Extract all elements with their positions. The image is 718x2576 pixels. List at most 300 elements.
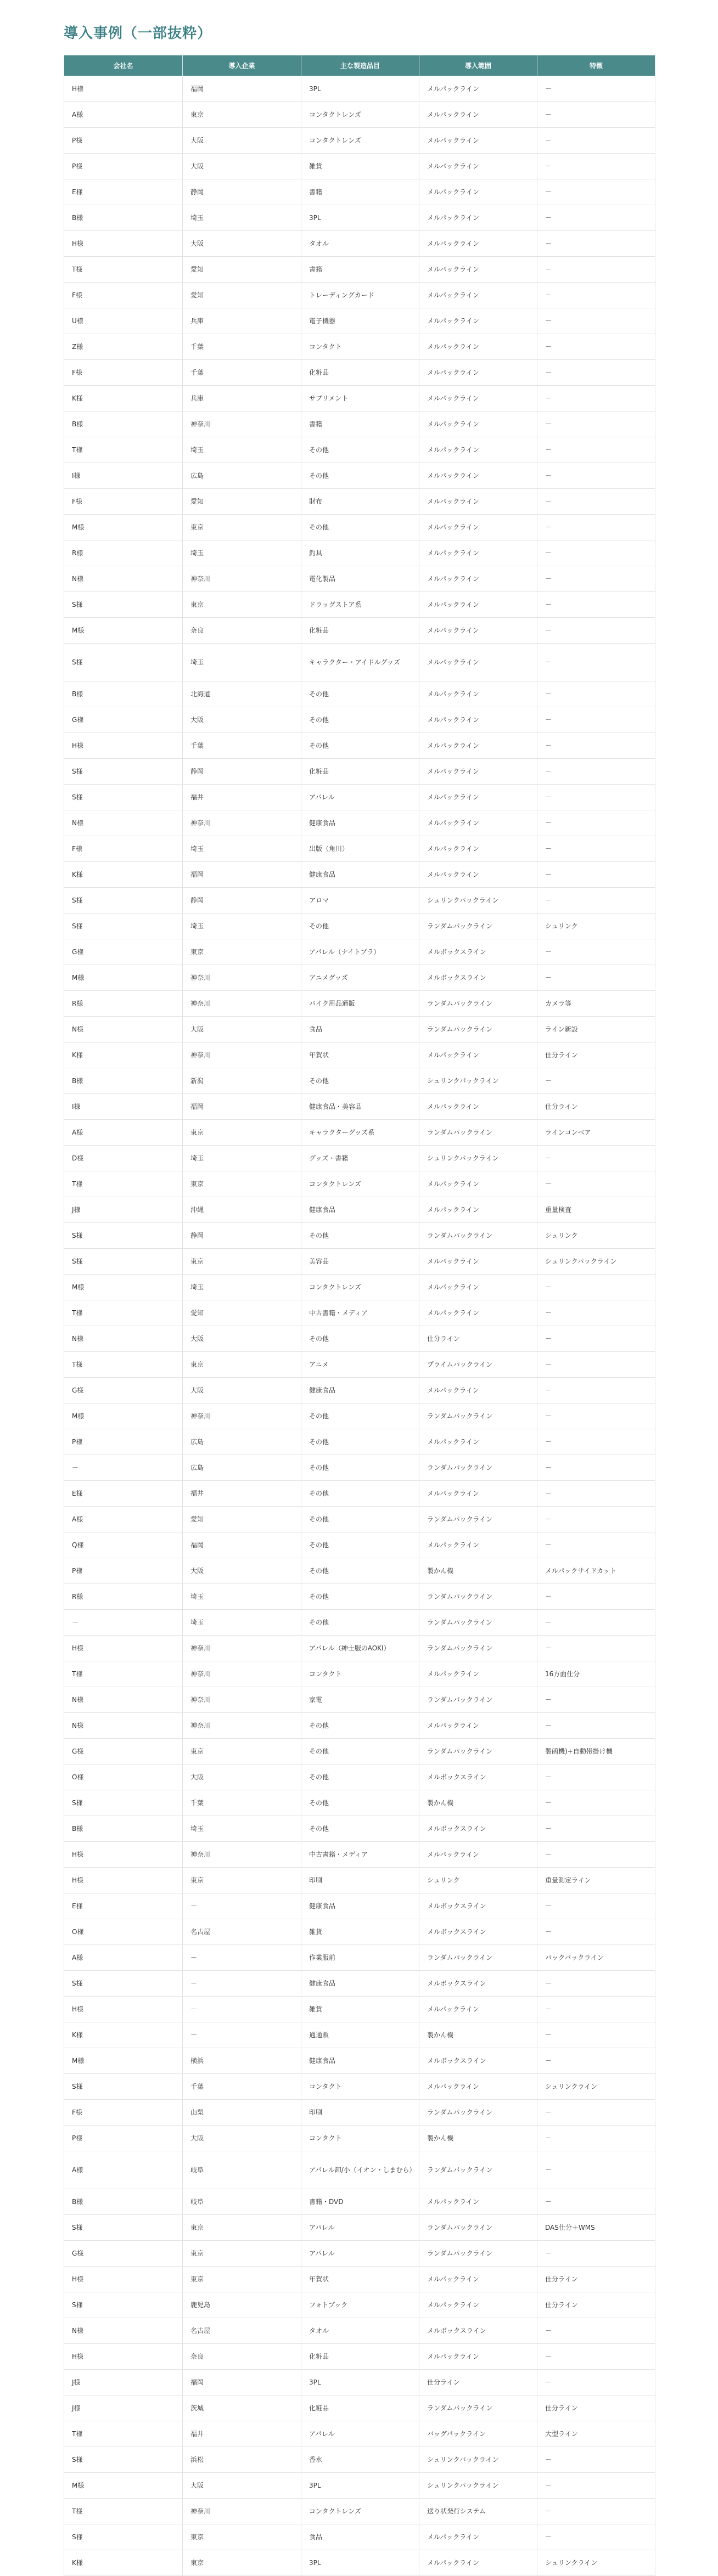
region-cell: 奈良 — [183, 2344, 301, 2370]
company-cell: S様 — [64, 2292, 183, 2318]
product-cell: 健康食品 — [301, 862, 419, 888]
feature-cell: － — [537, 257, 655, 283]
region-cell: 東京 — [183, 939, 301, 965]
table-row — [64, 592, 655, 618]
region-cell: 浜松 — [183, 2447, 301, 2473]
feature-cell: メルパックサイドカット — [537, 1558, 655, 1584]
feature-cell: シュリンクパックライン — [537, 1249, 655, 1275]
table-row — [64, 102, 655, 128]
region-cell: 静岡 — [183, 888, 301, 914]
product-cell: 年賀状 — [301, 1042, 419, 1068]
feature-cell: 大型ライン — [537, 2421, 655, 2447]
table-row — [64, 308, 655, 334]
product-cell: その他 — [301, 681, 419, 707]
company-cell: H様 — [64, 2267, 183, 2292]
scope-cell: ランダムパックライン — [419, 991, 537, 1017]
product-cell: 年賀状 — [301, 2267, 419, 2292]
product-cell: 化粧品 — [301, 759, 419, 785]
company-cell: T様 — [64, 2499, 183, 2524]
company-cell: Q様 — [64, 1532, 183, 1558]
scope-cell: メルパックライン — [419, 1300, 537, 1326]
product-cell: その他 — [301, 1765, 419, 1790]
region-cell: 埼玉 — [183, 205, 301, 231]
region-cell: 東京 — [183, 2524, 301, 2550]
table-row — [64, 1455, 655, 1481]
scope-cell: プライムパックライン — [419, 1352, 537, 1378]
table-row — [64, 2022, 655, 2048]
product-cell: 3PL — [301, 2550, 419, 2576]
company-cell: － — [64, 1455, 183, 1481]
product-cell: 3PL — [301, 76, 419, 102]
table-row — [64, 2241, 655, 2267]
scope-cell: メルパックライン — [419, 566, 537, 592]
product-cell: 健康食品 — [301, 1971, 419, 1997]
feature-cell: － — [537, 1713, 655, 1739]
feature-cell: － — [537, 785, 655, 810]
product-cell: 化粧品 — [301, 360, 419, 386]
company-cell: T様 — [64, 1171, 183, 1197]
company-cell: N様 — [64, 566, 183, 592]
product-cell: その他 — [301, 914, 419, 939]
scope-cell: ランダムパックライン — [419, 1610, 537, 1636]
table-row — [64, 2447, 655, 2473]
company-cell: H様 — [64, 2344, 183, 2370]
scope-cell: メルボックスライン — [419, 1765, 537, 1790]
scope-cell: メルパックライン — [419, 707, 537, 733]
table-row — [64, 2499, 655, 2524]
region-cell: 大阪 — [183, 1326, 301, 1352]
table-row — [64, 1790, 655, 1816]
feature-cell: 重量検査 — [537, 1197, 655, 1223]
table-row — [64, 2151, 655, 2189]
region-cell: 神奈川 — [183, 566, 301, 592]
company-cell: N様 — [64, 1687, 183, 1713]
product-cell: コンタクトレンズ — [301, 1171, 419, 1197]
table-row — [64, 888, 655, 914]
company-cell: S様 — [64, 2447, 183, 2473]
company-cell: T様 — [64, 1661, 183, 1687]
table-row — [64, 231, 655, 257]
feature-cell: DAS仕分＋WMS — [537, 2215, 655, 2241]
scope-cell: メルボックスライン — [419, 1816, 537, 1842]
table-row — [64, 1017, 655, 1042]
company-cell: N様 — [64, 1713, 183, 1739]
region-cell: 東京 — [183, 1171, 301, 1197]
product-cell: サプリメント — [301, 386, 419, 412]
table-row — [64, 2074, 655, 2100]
feature-cell: － — [537, 386, 655, 412]
company-cell: K様 — [64, 862, 183, 888]
region-cell: 沖縄 — [183, 1197, 301, 1223]
col-feature-header: 特徴 — [537, 55, 655, 76]
region-cell: 埼玉 — [183, 1275, 301, 1300]
table-row — [64, 1120, 655, 1146]
scope-cell: シュリンクパックライン — [419, 1068, 537, 1094]
table-row — [64, 1275, 655, 1300]
table-row — [64, 1094, 655, 1120]
table-row — [64, 1352, 655, 1378]
region-cell: 埼玉 — [183, 644, 301, 681]
region-cell: 山梨 — [183, 2100, 301, 2126]
region-cell: 東京 — [183, 515, 301, 540]
feature-cell: － — [537, 540, 655, 566]
region-cell: 大阪 — [183, 1017, 301, 1042]
table-row — [64, 2292, 655, 2318]
scope-cell: ランダムパックライン — [419, 914, 537, 939]
feature-cell: － — [537, 1455, 655, 1481]
table-row — [64, 2395, 655, 2421]
company-cell: T様 — [64, 257, 183, 283]
product-cell: 健康食品 — [301, 810, 419, 836]
feature-cell: － — [537, 1971, 655, 1997]
product-cell: タオル — [301, 231, 419, 257]
region-cell: － — [183, 2022, 301, 2048]
company-cell: S様 — [64, 1790, 183, 1816]
product-cell: その他 — [301, 1610, 419, 1636]
region-cell: 大阪 — [183, 707, 301, 733]
scope-cell: メルパックライン — [419, 515, 537, 540]
table-row — [64, 205, 655, 231]
region-cell: 神奈川 — [183, 2499, 301, 2524]
table-row — [64, 515, 655, 540]
feature-cell: － — [537, 2524, 655, 2550]
feature-cell: － — [537, 154, 655, 179]
table-row — [64, 128, 655, 154]
company-cell: S様 — [64, 914, 183, 939]
product-cell: バイク用品通販 — [301, 991, 419, 1017]
table-row — [64, 939, 655, 965]
table-row — [64, 1429, 655, 1455]
company-cell: M様 — [64, 2473, 183, 2499]
feature-cell: 仕分ライン — [537, 1094, 655, 1120]
product-cell: コンタクト — [301, 334, 419, 360]
scope-cell: 製かん機 — [419, 1790, 537, 1816]
company-cell: G様 — [64, 939, 183, 965]
scope-cell: メルパックライン — [419, 412, 537, 437]
product-cell: アニメグッズ — [301, 965, 419, 991]
product-cell: 健康食品 — [301, 2048, 419, 2074]
feature-cell: 仕分ライン — [537, 2267, 655, 2292]
product-cell: コンタクトレンズ — [301, 102, 419, 128]
region-cell: 愛知 — [183, 257, 301, 283]
scope-cell: メルパックライン — [419, 257, 537, 283]
company-cell: A様 — [64, 1507, 183, 1532]
col-client-header: 導入企業 — [183, 55, 301, 76]
region-cell: 千葉 — [183, 2074, 301, 2100]
scope-cell: シュリンクパックライン — [419, 2473, 537, 2499]
scope-cell: メルパックライン — [419, 437, 537, 463]
region-cell: 静岡 — [183, 759, 301, 785]
feature-cell: シュリンクライン — [537, 2550, 655, 2576]
product-cell: 健康食品 — [301, 1378, 419, 1403]
scope-cell: メルパックライン — [419, 1532, 537, 1558]
feature-cell: － — [537, 2241, 655, 2267]
scope-cell: メルパックライン — [419, 644, 537, 681]
feature-cell: － — [537, 888, 655, 914]
region-cell: 東京 — [183, 1739, 301, 1765]
company-cell: J様 — [64, 2395, 183, 2421]
scope-cell: メルパックライン — [419, 1171, 537, 1197]
feature-cell: － — [537, 179, 655, 205]
company-cell: J様 — [64, 2370, 183, 2395]
feature-cell: シュリンク — [537, 1223, 655, 1249]
product-cell: アパレル（紳士服のAOKI） — [301, 1636, 419, 1661]
table-row — [64, 644, 655, 681]
company-cell: H様 — [64, 1868, 183, 1893]
company-cell: B様 — [64, 681, 183, 707]
feature-cell: － — [537, 102, 655, 128]
company-cell: I様 — [64, 1094, 183, 1120]
scope-cell: ランダムパックライン — [419, 2151, 537, 2189]
table-row — [64, 76, 655, 102]
feature-cell: － — [537, 644, 655, 681]
region-cell: 千葉 — [183, 334, 301, 360]
table-row — [64, 1249, 655, 1275]
table-row — [64, 1326, 655, 1352]
scope-cell: メルパックライン — [419, 759, 537, 785]
feature-cell: － — [537, 1584, 655, 1610]
feature-cell: － — [537, 1636, 655, 1661]
region-cell: 東京 — [183, 1352, 301, 1378]
feature-cell: バックパックライン — [537, 1945, 655, 1971]
scope-cell: ランダムパックライン — [419, 1507, 537, 1532]
feature-cell: － — [537, 2473, 655, 2499]
case-table — [64, 55, 655, 2576]
region-cell: 神奈川 — [183, 1842, 301, 1868]
company-cell: E様 — [64, 179, 183, 205]
feature-cell: － — [537, 308, 655, 334]
feature-cell: － — [537, 1842, 655, 1868]
feature-cell: － — [537, 862, 655, 888]
region-cell: 広島 — [183, 1429, 301, 1455]
product-cell: グッズ・書籍 — [301, 1146, 419, 1171]
product-cell: アニメ — [301, 1352, 419, 1378]
table-row — [64, 836, 655, 862]
scope-cell: メルパックライン — [419, 2344, 537, 2370]
feature-cell: シュリンク — [537, 914, 655, 939]
table-row — [64, 2215, 655, 2241]
scope-cell: メルパックライン — [419, 1713, 537, 1739]
product-cell: アパレル — [301, 2215, 419, 2241]
feature-cell: － — [537, 759, 655, 785]
scope-cell: ランダムパックライン — [419, 2215, 537, 2241]
feature-cell: － — [537, 618, 655, 644]
company-cell: I様 — [64, 463, 183, 489]
feature-cell: － — [537, 707, 655, 733]
company-cell: O様 — [64, 1765, 183, 1790]
feature-cell: － — [537, 2022, 655, 2048]
company-cell: S様 — [64, 1223, 183, 1249]
region-cell: 名古屋 — [183, 2318, 301, 2344]
table-row — [64, 1197, 655, 1223]
scope-cell: ランダムパックライン — [419, 1584, 537, 1610]
region-cell: 東京 — [183, 2267, 301, 2292]
company-cell: － — [64, 1610, 183, 1636]
scope-cell: メルボックスライン — [419, 2048, 537, 2074]
company-cell: E様 — [64, 1481, 183, 1507]
table-row — [64, 1997, 655, 2022]
region-cell: 大阪 — [183, 128, 301, 154]
company-cell: G様 — [64, 1378, 183, 1403]
product-cell: コンタクトレンズ — [301, 1275, 419, 1300]
table-row — [64, 1042, 655, 1068]
company-cell: A様 — [64, 2151, 183, 2189]
company-cell: E様 — [64, 1893, 183, 1919]
scope-cell: メルパックライン — [419, 1042, 537, 1068]
scope-cell: メルパックライン — [419, 592, 537, 618]
scope-cell: シュリンクパックライン — [419, 1146, 537, 1171]
company-cell: N様 — [64, 1017, 183, 1042]
product-cell: 家電 — [301, 1687, 419, 1713]
feature-cell: 重量測定ライン — [537, 1868, 655, 1893]
scope-cell: 仕分ライン — [419, 1326, 537, 1352]
feature-cell: － — [537, 733, 655, 759]
scope-cell: メルパックライン — [419, 489, 537, 515]
scope-cell: メルボックスライン — [419, 1971, 537, 1997]
product-cell: タオル — [301, 2318, 419, 2344]
company-cell: M様 — [64, 618, 183, 644]
feature-cell: 仕分ライン — [537, 1042, 655, 1068]
product-cell: 中古書籍・メディア — [301, 1300, 419, 1326]
col-product-header: 主な製造品目 — [301, 55, 419, 76]
table-row — [64, 1558, 655, 1584]
scope-cell: メルパックライン — [419, 618, 537, 644]
region-cell: 愛知 — [183, 1300, 301, 1326]
scope-cell: メルパックライン — [419, 810, 537, 836]
product-cell: その他 — [301, 515, 419, 540]
scope-cell: メルパックライン — [419, 179, 537, 205]
product-cell: その他 — [301, 1429, 419, 1455]
company-cell: T様 — [64, 437, 183, 463]
product-cell: その他 — [301, 1816, 419, 1842]
table-row — [64, 1765, 655, 1790]
scope-cell: ランダムパックライン — [419, 1120, 537, 1146]
col-company-header: 会社名 — [64, 55, 183, 76]
region-cell: 東京 — [183, 1868, 301, 1893]
table-row — [64, 1868, 655, 1893]
feature-cell: － — [537, 1765, 655, 1790]
feature-cell: － — [537, 489, 655, 515]
table-row — [64, 566, 655, 592]
feature-cell: － — [537, 965, 655, 991]
table-header — [64, 55, 655, 76]
product-cell: 化粧品 — [301, 618, 419, 644]
product-cell: コンタクト — [301, 1661, 419, 1687]
product-cell: 中古書籍・メディア — [301, 1842, 419, 1868]
feature-cell: 仕分ライン — [537, 2395, 655, 2421]
scope-cell: メルパックライン — [419, 154, 537, 179]
table-row — [64, 618, 655, 644]
scope-cell: メルパックライン — [419, 1842, 537, 1868]
scope-cell: メルパックライン — [419, 2292, 537, 2318]
feature-cell: － — [537, 1919, 655, 1945]
scope-cell: メルパックライン — [419, 2189, 537, 2215]
product-cell: 書籍 — [301, 179, 419, 205]
company-cell: S様 — [64, 888, 183, 914]
region-cell: 埼玉 — [183, 836, 301, 862]
table-row — [64, 2344, 655, 2370]
feature-cell: － — [537, 810, 655, 836]
product-cell: 健康食品 — [301, 1893, 419, 1919]
table-row — [64, 1146, 655, 1171]
region-cell: 埼玉 — [183, 1584, 301, 1610]
table-row — [64, 707, 655, 733]
feature-cell: － — [537, 1378, 655, 1403]
product-cell: アパレル卸/小（イオン・しまむら） — [301, 2151, 419, 2189]
table-row — [64, 681, 655, 707]
product-cell: 電化製品 — [301, 566, 419, 592]
product-cell: その他 — [301, 1790, 419, 1816]
company-cell: P様 — [64, 2126, 183, 2151]
company-cell: K様 — [64, 1042, 183, 1068]
region-cell: 千葉 — [183, 360, 301, 386]
product-cell: その他 — [301, 463, 419, 489]
scope-cell: メルパックライン — [419, 205, 537, 231]
region-cell: 大阪 — [183, 2473, 301, 2499]
product-cell: 香水 — [301, 2447, 419, 2473]
product-cell: コンタクト — [301, 2074, 419, 2100]
scope-cell: メルパックライン — [419, 1094, 537, 1120]
table-row — [64, 257, 655, 283]
feature-cell: － — [537, 1403, 655, 1429]
scope-cell: メルパックライン — [419, 463, 537, 489]
product-cell: 雑貨 — [301, 154, 419, 179]
scope-cell: メルパックライン — [419, 2550, 537, 2576]
feature-cell: － — [537, 283, 655, 308]
company-cell: H様 — [64, 1842, 183, 1868]
company-cell: S様 — [64, 2524, 183, 2550]
table-row — [64, 1687, 655, 1713]
company-cell: D様 — [64, 1146, 183, 1171]
scope-cell: ランダムパックライン — [419, 2241, 537, 2267]
scope-cell: メルパックライン — [419, 334, 537, 360]
feature-cell: － — [537, 1532, 655, 1558]
region-cell: 神奈川 — [183, 1636, 301, 1661]
company-cell: S様 — [64, 2074, 183, 2100]
region-cell: 埼玉 — [183, 437, 301, 463]
product-cell: その他 — [301, 1326, 419, 1352]
product-cell: 3PL — [301, 205, 419, 231]
table-row — [64, 1610, 655, 1636]
product-cell: 化粧品 — [301, 2344, 419, 2370]
product-cell: その他 — [301, 1739, 419, 1765]
feature-cell: － — [537, 1610, 655, 1636]
feature-cell: － — [537, 463, 655, 489]
feature-cell: － — [537, 1326, 655, 1352]
scope-cell: メルパックライン — [419, 540, 537, 566]
col-scope-header: 導入範囲 — [419, 55, 537, 76]
company-cell: B様 — [64, 205, 183, 231]
product-cell: 釣具 — [301, 540, 419, 566]
feature-cell: － — [537, 128, 655, 154]
product-cell: 書籍 — [301, 257, 419, 283]
company-cell: K様 — [64, 2022, 183, 2048]
table-row — [64, 2126, 655, 2151]
company-cell: B様 — [64, 2189, 183, 2215]
company-cell: R様 — [64, 991, 183, 1017]
region-cell: － — [183, 1893, 301, 1919]
table-row — [64, 1068, 655, 1094]
region-cell: 福岡 — [183, 76, 301, 102]
header-row — [64, 55, 655, 76]
scope-cell: メルパックライン — [419, 1661, 537, 1687]
table-row — [64, 1919, 655, 1945]
product-cell: その他 — [301, 437, 419, 463]
company-cell: F様 — [64, 283, 183, 308]
company-cell: R様 — [64, 1584, 183, 1610]
company-cell: G様 — [64, 1739, 183, 1765]
feature-cell: － — [537, 437, 655, 463]
